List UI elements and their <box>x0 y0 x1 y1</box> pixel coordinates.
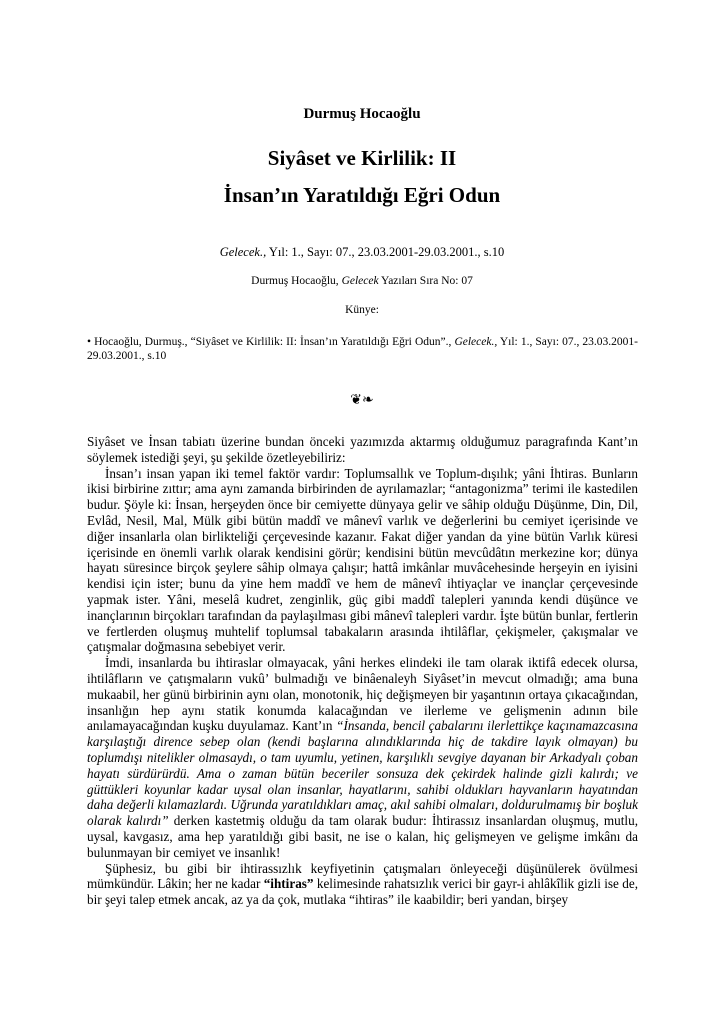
paragraph-2: İnsan’ı insan yapan iki temel faktör vardır: Toplumsallık ve Toplum-dışılık; yâni İhtiras. Bunların ikisi birbirine zıttır; ama aynı zamanda birbirinden de ayrılamazlar; “antagonizma” terimi ile kastedilen budur. Şöyle ki: İnsan, herşeyden önce bir cemiyette dünyaya gelir ve sâhip olduğu Düşünme, Din, Dil, Evlâd, Nesil, Mal, Mülk gibi bütün maddî ve mânevî varlık ve değerlerini bu cemiyet içerisinde ve diğer insanlarla olan birlikteliği çerçevesinde kazanır. Fakat diğer yandan da yine bütün Varlık küresi içerisinde en önemli varlık olarak kendisini görür; kendisini bütün mevcûdâtın merkezine kor; dünya hayatı süresince birçok şeylere sâhip olmaya çalışır; hattâ imkânlar muvâcehesinde herşeyin en iyisini kendisi için ister; bunu da yine hem maddî ve hem de mânevî ihtiyaçlar ve inançlar çerçevesinde yapmak ister. Yâni, meselâ kudret, zenginlik, güç gibi maddî talepleri yanında kendi düşünce ve inançlarının birçokları tarafından da paylaşılması gibi mânevî talepleri vardır. İşte bütün bunlar, fertlerin ve fertlerden oluşmuş muhtelif toplumsal tabakaların arasında ihtilâflar, çekişmeler, çakışmalar ve çatışmalar doğmasına sebebiyet verir. <box>87 465 638 655</box>
source-details: Yıl: 1., Sayı: 07., 23.03.2001-29.03.2001., s.10 <box>266 245 505 259</box>
paragraph-3-text-b: derken kastetmiş olduğu da tam olarak budur: İhtirassız insanlardan oluşmuş, mutlu, uysal, kavgasız, ama hep yaratıldığı gibi basit, ne ise o kalan, hiç gelişmeyen ve gelişme imkânı da bulunmayan bir cemiyet ve insanlık! <box>87 813 638 860</box>
series-journal: Gelecek <box>341 275 379 287</box>
ihtiras-term: “ihtiras” <box>263 876 314 892</box>
citation-text-a: Hocaoğlu, Durmuş., “Siyâset ve Kirlilik: II: İnsan’ın Yaratıldığı Eğri Odun”., <box>91 336 455 348</box>
title-line-2: İnsan’ın Yaratıldığı Eğri Odun <box>223 183 501 207</box>
ornament-divider: ❦❧ <box>350 393 374 408</box>
paragraph-4-text-b: kelimesinde rahatsızlık verici bir gayr-i ahlâkîlik gizli ise de, bir şeyi talep etmek ancak, az ya da çok, mutlaka “ihtiras” ile kaabildir; beri yandan, birşey <box>87 876 638 908</box>
citation-bullet: • <box>87 336 92 348</box>
citation-journal: Gelecek., <box>454 336 498 348</box>
kunye-label: Künye: <box>345 304 379 316</box>
series-line <box>0 275 724 287</box>
paragraph-1: Siyâset ve İnsan tabiatı üzerine bundan önceki yazımızda aktarmış olduğumuz paragrafında Kant’ın söylemek istediği şeyi, şu şekilde özetleyebiliriz: <box>87 434 638 465</box>
citation-text-b: Yıl: 1., Sayı: 07., 23.03.2001-29.03.2001., s.10 <box>87 336 639 362</box>
source-line <box>0 245 724 260</box>
title-line-1: Siyâset ve Kirlilik: II <box>267 146 457 170</box>
paragraph-3 <box>87 655 638 860</box>
source-journal: Gelecek., <box>219 245 267 259</box>
author-name: Durmuş Hocaoğlu <box>303 106 421 122</box>
paragraph-4 <box>87 861 638 908</box>
paragraph-4-text-a: Şüphesiz, bu gibi bir ihtirassızlık keyfiyetinin çatışmaları önleyeceği düşünülerek övülmesi mümkündür. Lâkin; her ne kadar <box>87 860 638 892</box>
series-suffix: Yazıları Sıra No: 07 <box>378 275 473 287</box>
article-body <box>87 434 638 908</box>
series-prefix: Durmuş Hocaoğlu, <box>251 275 342 287</box>
paragraph-3-text-a: İmdi, insanlarda bu ihtiraslar olmayacak, yâni herkes elindeki ile tam olarak iktifâ edecek olursa, ihtilâfların ve çatışmaların vukû’ bulmadığı ve binâenaleyh Siyâset’in mevcut olmadığı; ama buna mukaabil, her günü birbirinin aynı olan, monotonik, hiç değişmeyen bir yaşantının ortaya çıkacağından, insanlığın hep aynı statik konumda kalacağından ve ilerleme ve gelişmenin adının bile anılamayacağından kuşku duyulamaz. Kant’ın <box>87 655 638 734</box>
kant-quote: “İnsanda, bencil çabalarını ilerlettikçe kaçınamazcasına karşılaştığı dirence sebep olan (kendi başlarına alındıklarında hiç de takdire layık olmayan) bu toplumdışı nitelikler olmasaydı, o tam uyumlu, yetinen, karşılıklı sevgiye dayanan bir Arkadyalı çoban hayatı sürdürürdü. Ama o zaman bütün beceriler sonsuza dek çekirdek halinde gizli kalırdı; ve güttükleri koyunlar kadar uysal olan insanlar, hayatlarını, sahibi oldukları hayvanların hayatından daha değerli kılamazlardı. Uğrunda yaratıldıkları amaç, akıl sahibi olmaları, doldurulmamış bir boşluk olarak kalırdı” <box>87 718 638 829</box>
citation <box>87 335 638 363</box>
